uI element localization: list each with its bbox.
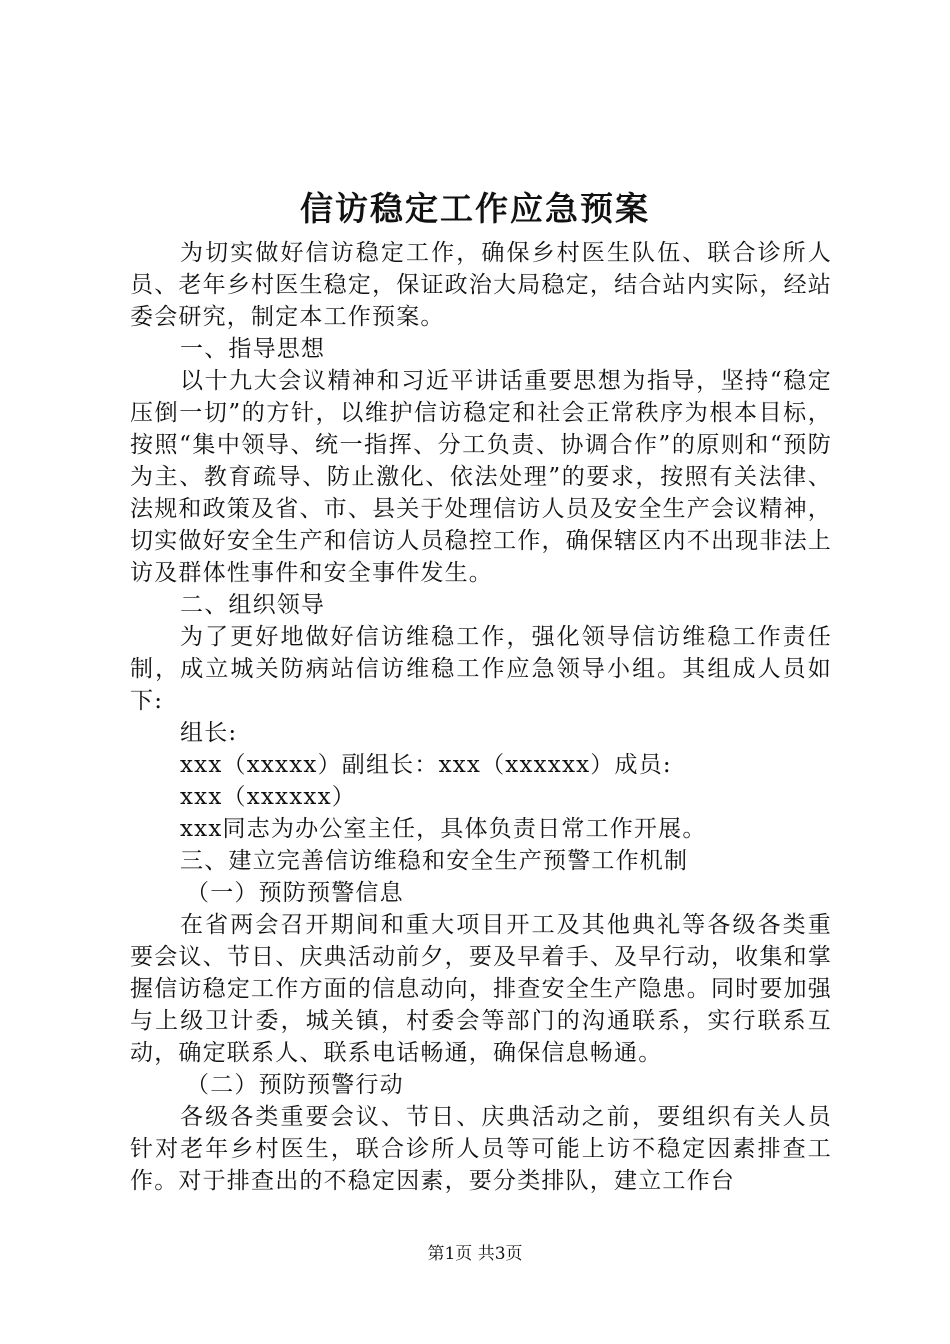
warning-action-paragraph: 各级各类重要会议、节日、庆典活动之前，要组织有关人员针对老年乡村医生，联合诊所人员等可能上访不稳定因素排查工作。对于排查出的不稳定因素，要分类排队，建立工作台 bbox=[130, 1104, 832, 1194]
deputy-leader-line: xxx（xxxxx）副组长：xxx（xxxxxx）成员: bbox=[180, 752, 672, 778]
intro-paragraph: 为切实做好信访稳定工作，确保乡村医生队伍、联合诊所人员、老年乡村医生稳定，保证政治大局稳定，结合站内实际，经站委会研究，制定本工作预案。 bbox=[130, 240, 832, 330]
organization-paragraph: 为了更好地做好信访维稳工作，强化领导信访维稳工作责任制，成立城关防病站信访维稳工作应急领导小组。其组成人员如下: bbox=[130, 624, 832, 714]
document-title: 信访稳定工作应急预案 bbox=[300, 189, 650, 228]
subsection-heading-warning-info: （一）预防预警信息 bbox=[186, 880, 404, 906]
guiding-ideology-paragraph: 以十九大会议精神和习近平讲话重要思想为指导，坚持“稳定压倒一切”的方针，以维护信访稳定和社会正常秩序为根本目标，按照“集中领导、统一指挥、分工负责、协调合作”的原则和“预防为主、教育疏导、防止激化、依法处理”的要求，按照有关法律、法规和政策及省、市、县关于处理信访人员及安全生产会议精神，切实做好安全生产和信访人员稳控工作，确保辖区内不出现非法上访及群体性事件和安全事件发生。 bbox=[130, 368, 832, 586]
members-line: xxx（xxxxxx） bbox=[180, 784, 356, 810]
subsection-heading-warning-action: （二）预防预警行动 bbox=[186, 1072, 404, 1098]
document-body bbox=[130, 237, 832, 1197]
warning-info-paragraph: 在省两会召开期间和重大项目开工及其他典礼等各级各类重要会议、节日、庆典活动前夕，要及早着手、及早行动，收集和掌握信访稳定工作方面的信息动向，排查安全生产隐患。同时要加强与上级卫计委，城关镇，村委会等部门的沟通联系，实行联系互动，确定联系人、联系电话畅通，确保信息畅通。 bbox=[130, 912, 832, 1066]
section-heading-guiding-ideology: 一、指导思想 bbox=[180, 336, 326, 362]
group-leader-line: 组长: bbox=[180, 720, 238, 746]
section-heading-organization: 二、组织领导 bbox=[180, 592, 326, 618]
office-director-line: xxx同志为办公室主任，具体负责日常工作开展。 bbox=[180, 816, 707, 842]
page-footer: 第1页 共3页 bbox=[427, 1244, 523, 1264]
section-heading-mechanism: 三、建立完善信访维稳和安全生产预警工作机制 bbox=[180, 848, 689, 874]
